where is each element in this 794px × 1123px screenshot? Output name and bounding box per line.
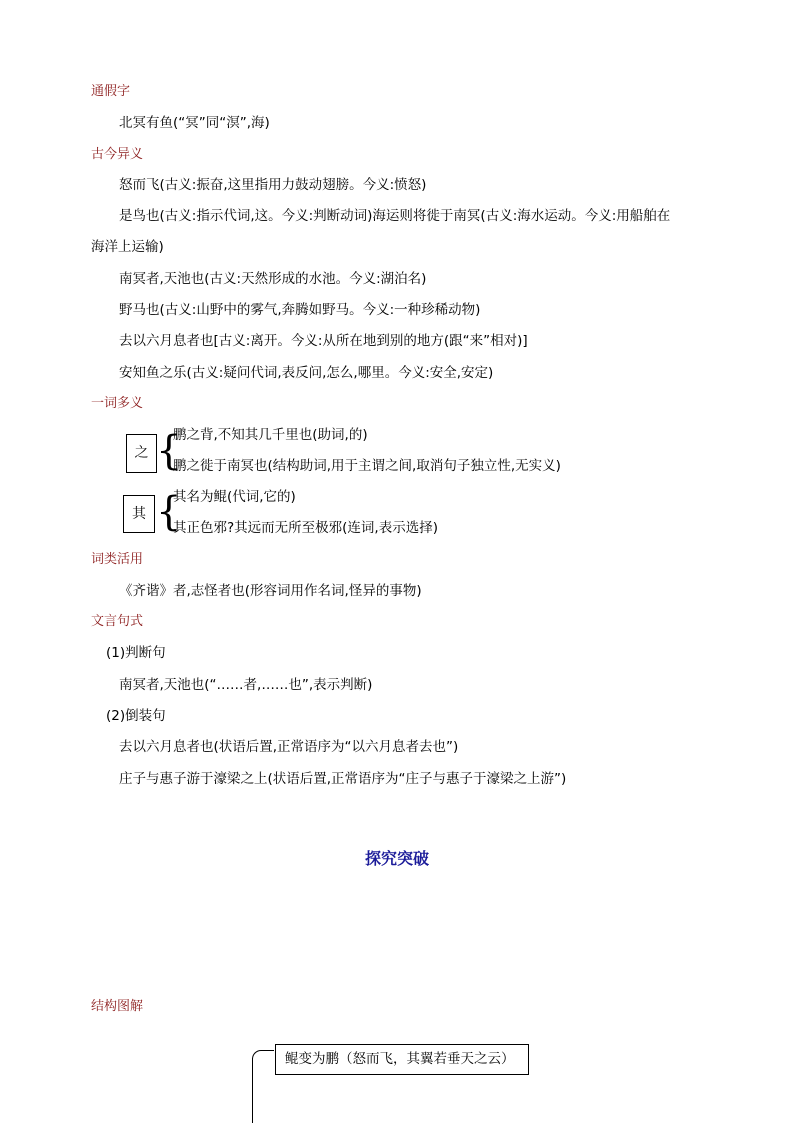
cilei-line: 《齐谐》者,志怪者也(形容词用作名词,怪异的事物): [119, 583, 422, 599]
polysemy-item: 鹏之徙于南冥也(结构助词,用于主谓之间,取消句子独立性,无实义): [173, 458, 561, 474]
brace-icon: {: [156, 489, 182, 535]
polysemy-char-box: 其: [123, 495, 155, 533]
polysemy-item: 鹏之背,不知其几千里也(助词,的): [173, 427, 368, 443]
heading-gujin: 古今异义: [91, 147, 144, 162]
sentence-type-label: (1)判断句: [106, 645, 166, 661]
polysemy-item: 其正色邪?其远而无所至极邪(连词,表示选择): [173, 520, 438, 536]
structure-connector-line: [252, 1058, 253, 1123]
structure-node-box: 鲲变为鹏（怒而飞，其翼若垂天之云）: [275, 1044, 529, 1075]
gujin-line: 怒而飞(古义:振奋,这里指用力鼓动翅膀。今义:愤怒): [119, 177, 427, 193]
gujin-line: 南冥者,天池也(古义:天然形成的水池。今义:湖泊名): [119, 271, 427, 287]
wenyan-line: 南冥者,天池也(“……者,……也”,表示判断): [119, 677, 373, 693]
wenyan-line: 去以六月息者也(状语后置,正常语序为“以六月息者去也”): [119, 739, 459, 755]
heading-structure: 结构图解: [91, 999, 144, 1014]
brace-icon: {: [156, 428, 182, 474]
wenyan-line: 庄子与惠子游于濠梁之上(状语后置,正常语序为“庄子与惠子于濠梁之上游”): [119, 771, 567, 787]
gujin-line: 野马也(古义:山野中的雾气,奔腾如野马。今义:一种珍稀动物): [119, 302, 481, 318]
gujin-line: 海洋上运输): [91, 239, 164, 255]
polysemy-char-box: 之: [126, 434, 157, 473]
section-title-explore: 探究突破: [364, 849, 429, 868]
gujin-line: 是鸟也(古义:指示代词,这。今义:判断动词)海运则将徙于南冥(古义:海水运动。今义:用船舶在: [119, 208, 671, 224]
sentence-type-label: (2)倒装句: [106, 708, 166, 724]
gujin-line: 去以六月息者也[古义:离开。今义:从所在地到别的地方(跟“来”相对)]: [119, 333, 528, 349]
tongjia-line: 北冥有鱼(“冥”同“溟”,海): [119, 115, 270, 131]
structure-connector-curve: [252, 1050, 274, 1059]
heading-cilei: 词类活用: [91, 552, 144, 567]
heading-yiciduoyi: 一词多义: [91, 396, 144, 411]
gujin-line: 安知鱼之乐(古义:疑问代词,表反问,怎么,哪里。今义:安全,安定): [119, 365, 494, 381]
heading-tongjia: 通假字: [91, 84, 131, 99]
polysemy-item: 其名为鲲(代词,它的): [173, 489, 296, 505]
heading-wenyan: 文言句式: [91, 614, 144, 629]
